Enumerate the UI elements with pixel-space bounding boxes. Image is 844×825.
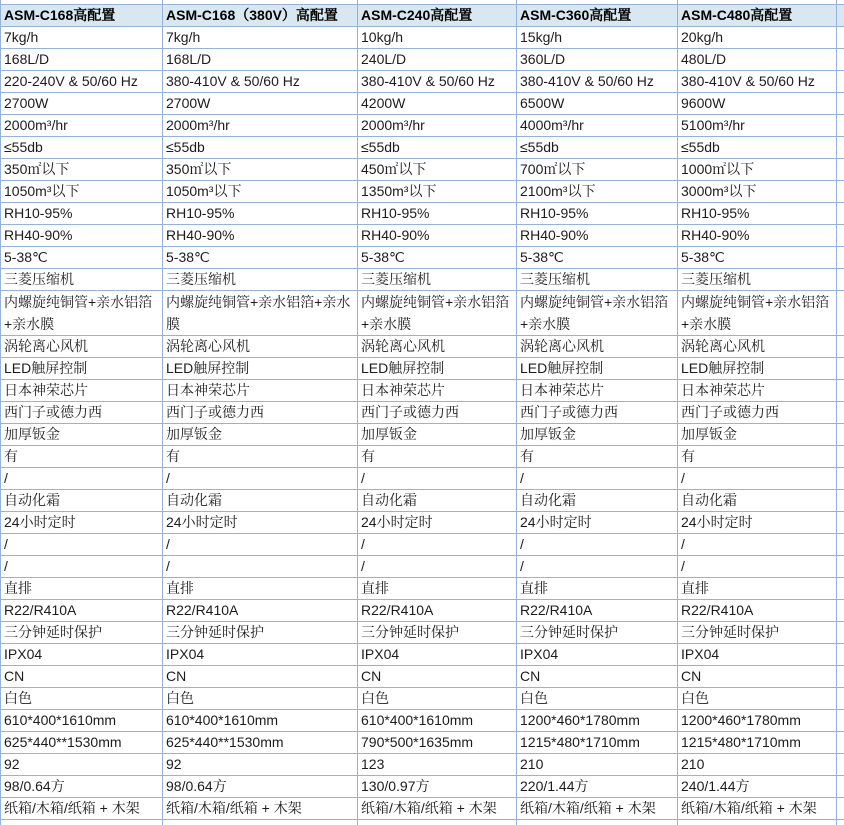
table-cell[interactable]: 自动化霜 [678, 489, 837, 511]
table-cell[interactable]: 三分钟延时保护 [163, 621, 358, 643]
header-row [1, 4, 844, 26]
table-cell[interactable]: 450㎡以下 [358, 158, 517, 180]
table-cell[interactable]: 自动化霜 [358, 489, 517, 511]
table-cell[interactable]: RH10-95% [1, 202, 163, 224]
grid-spacer-cell [678, 819, 837, 825]
table-cell[interactable]: RH10-95% [678, 202, 837, 224]
table-row [1, 423, 844, 445]
table-cell[interactable]: 700㎡以下 [517, 158, 678, 180]
table-cell-sliver[interactable] [837, 246, 844, 268]
table-cell[interactable]: IPX04 [358, 643, 517, 665]
table-row [1, 48, 844, 70]
table-cell[interactable]: 350㎡以下 [163, 158, 358, 180]
table-cell[interactable]: R22/R410A [678, 599, 837, 621]
table-cell[interactable]: 纸箱/木箱/纸箱 + 木架 [1, 797, 163, 819]
table-cell[interactable]: 380-410V & 50/60 Hz [678, 70, 837, 92]
column-header-sliver[interactable] [837, 4, 844, 26]
table-cell[interactable]: CN [678, 665, 837, 687]
table-row [1, 731, 844, 753]
table-row [1, 467, 844, 489]
table-cell[interactable]: 92 [163, 753, 358, 775]
table-cell[interactable]: 24小时定时 [517, 511, 678, 533]
table-cell[interactable]: 西门子或德力西 [678, 401, 837, 423]
table-cell[interactable]: 92 [1, 753, 163, 775]
table-row [1, 114, 844, 136]
table-cell[interactable]: 三菱压缩机 [517, 268, 678, 290]
table-cell[interactable]: 5-38℃ [1, 246, 163, 268]
table-cell[interactable]: ≤55db [1, 136, 163, 158]
grid-spacer-cell [1, 819, 163, 825]
table-cell[interactable]: / [163, 533, 358, 555]
table-cell[interactable]: CN [1, 665, 163, 687]
table-cell[interactable]: 加厚钣金 [358, 423, 517, 445]
table-cell[interactable]: 4000m³/hr [517, 114, 678, 136]
table-row [1, 533, 844, 555]
table-row [1, 224, 844, 246]
table-cell[interactable]: 纸箱/木箱/纸箱 + 木架 [358, 797, 517, 819]
table-cell[interactable]: LED触屏控制 [163, 357, 358, 379]
table-cell[interactable]: 240L/D [358, 48, 517, 70]
table-cell-sliver[interactable] [837, 70, 844, 92]
table-cell-sliver[interactable] [837, 48, 844, 70]
table-row [1, 445, 844, 467]
table-cell[interactable]: 涡轮离心风机 [678, 335, 837, 357]
table-cell-sliver[interactable] [837, 467, 844, 489]
table-cell[interactable]: / [517, 467, 678, 489]
table-cell[interactable]: / [1, 533, 163, 555]
table-cell[interactable]: 白色 [358, 687, 517, 709]
table-cell[interactable]: ≤55db [678, 136, 837, 158]
table-cell[interactable]: 240/1.44方 [678, 775, 837, 797]
table-cell-sliver[interactable] [837, 136, 844, 158]
table-cell[interactable]: LED触屏控制 [358, 357, 517, 379]
table-cell[interactable]: 5-38℃ [517, 246, 678, 268]
column-header-2[interactable]: ASM-C168（380V）高配置 [163, 4, 358, 26]
table-cell-sliver[interactable] [837, 92, 844, 114]
table-cell[interactable]: 24小时定时 [358, 511, 517, 533]
table-cell[interactable]: / [358, 555, 517, 577]
table-row [1, 511, 844, 533]
table-cell[interactable]: RH10-95% [517, 202, 678, 224]
table-cell[interactable]: 20kg/h [678, 26, 837, 48]
table-cell[interactable]: 1050m³以下 [1, 180, 163, 202]
table-cell-sliver[interactable] [837, 599, 844, 621]
table-cell[interactable]: 西门子或德力西 [1, 401, 163, 423]
table-cell[interactable]: 7kg/h [1, 26, 163, 48]
table-cell[interactable]: IPX04 [163, 643, 358, 665]
table-cell[interactable]: 1200*460*1780mm [517, 709, 678, 731]
table-cell[interactable]: 有 [1, 445, 163, 467]
table-cell[interactable]: 2000m³/hr [1, 114, 163, 136]
table-cell-sliver[interactable] [837, 753, 844, 775]
table-cell[interactable]: RH40-90% [358, 224, 517, 246]
table-cell[interactable]: 5-38℃ [358, 246, 517, 268]
table-cell[interactable]: 24小时定时 [163, 511, 358, 533]
table-cell[interactable]: R22/R410A [1, 599, 163, 621]
table-row [1, 599, 844, 621]
table-row [1, 92, 844, 114]
table-cell[interactable]: LED触屏控制 [517, 357, 678, 379]
table-cell[interactable]: 220/1.44方 [517, 775, 678, 797]
table-cell-sliver[interactable] [837, 621, 844, 643]
table-cell[interactable]: 三菱压缩机 [163, 268, 358, 290]
table-cell-sliver[interactable] [837, 775, 844, 797]
table-cell[interactable]: 内螺旋纯铜管+亲水铝箔+亲水膜 [678, 290, 837, 335]
table-row [1, 26, 844, 48]
table-cell[interactable]: 西门子或德力西 [163, 401, 358, 423]
table-cell[interactable]: ≤55db [358, 136, 517, 158]
table-cell[interactable]: 加厚钣金 [163, 423, 358, 445]
table-cell[interactable]: 直排 [163, 577, 358, 599]
table-cell[interactable]: 日本神荣芯片 [517, 379, 678, 401]
table-cell[interactable]: 9600W [678, 92, 837, 114]
table-cell[interactable]: 123 [358, 753, 517, 775]
spec-table-body [1, 26, 844, 825]
table-cell[interactable]: RH40-90% [163, 224, 358, 246]
table-cell-sliver[interactable] [837, 224, 844, 246]
table-cell[interactable]: 自动化霜 [163, 489, 358, 511]
table-cell[interactable]: 168L/D [1, 48, 163, 70]
table-cell[interactable]: 加厚钣金 [1, 423, 163, 445]
table-cell[interactable]: 有 [358, 445, 517, 467]
table-cell-sliver[interactable] [837, 290, 844, 335]
table-cell[interactable]: 4200W [358, 92, 517, 114]
table-cell[interactable]: 380-410V & 50/60 Hz [517, 70, 678, 92]
table-cell[interactable]: RH10-95% [358, 202, 517, 224]
table-cell[interactable]: 涡轮离心风机 [163, 335, 358, 357]
table-row [1, 70, 844, 92]
table-cell[interactable]: 纸箱/木箱/纸箱 + 木架 [163, 797, 358, 819]
table-cell[interactable]: 自动化霜 [517, 489, 678, 511]
table-cell[interactable]: / [517, 555, 678, 577]
table-row [1, 775, 844, 797]
table-cell[interactable]: 1350m³以下 [358, 180, 517, 202]
column-header-3[interactable]: ASM-C240高配置 [358, 4, 517, 26]
table-cell[interactable]: 日本神荣芯片 [678, 379, 837, 401]
table-cell[interactable]: R22/R410A [163, 599, 358, 621]
table-cell-sliver[interactable] [837, 709, 844, 731]
table-cell[interactable]: 360L/D [517, 48, 678, 70]
table-cell[interactable]: 610*400*1610mm [163, 709, 358, 731]
table-cell[interactable]: / [358, 467, 517, 489]
table-cell[interactable]: 15kg/h [517, 26, 678, 48]
table-cell[interactable]: 直排 [517, 577, 678, 599]
table-cell[interactable]: IPX04 [678, 643, 837, 665]
table-cell[interactable]: 有 [163, 445, 358, 467]
table-cell[interactable]: IPX04 [517, 643, 678, 665]
table-row [1, 335, 844, 357]
table-cell[interactable]: 480L/D [678, 48, 837, 70]
table-row [1, 687, 844, 709]
table-row [1, 290, 844, 335]
table-cell[interactable]: 纸箱/木箱/纸箱 + 木架 [517, 797, 678, 819]
table-cell[interactable]: 24小时定时 [1, 511, 163, 533]
table-cell[interactable]: 210 [517, 753, 678, 775]
table-cell[interactable]: 直排 [678, 577, 837, 599]
grid-spacer-cell [163, 819, 358, 825]
table-cell[interactable]: 白色 [163, 687, 358, 709]
table-cell[interactable]: 内螺旋纯铜管+亲水铝箔+亲水膜 [1, 290, 163, 335]
table-cell[interactable]: 白色 [1, 687, 163, 709]
table-cell[interactable]: 2000m³/hr [358, 114, 517, 136]
table-cell-sliver[interactable] [837, 643, 844, 665]
table-cell-sliver[interactable] [837, 489, 844, 511]
table-cell-sliver[interactable] [837, 687, 844, 709]
table-cell[interactable]: 日本神荣芯片 [163, 379, 358, 401]
table-cell[interactable]: LED触屏控制 [1, 357, 163, 379]
table-cell[interactable]: 涡轮离心风机 [517, 335, 678, 357]
table-cell-sliver[interactable] [837, 202, 844, 224]
table-cell[interactable]: CN [358, 665, 517, 687]
table-cell[interactable]: 西门子或德力西 [517, 401, 678, 423]
table-cell-sliver[interactable] [837, 401, 844, 423]
table-cell[interactable]: 210 [678, 753, 837, 775]
grid-spacer-cell [837, 819, 844, 825]
table-cell[interactable]: RH10-95% [163, 202, 358, 224]
table-cell[interactable]: 三分钟延时保护 [358, 621, 517, 643]
table-cell[interactable]: / [163, 467, 358, 489]
table-cell[interactable]: / [517, 533, 678, 555]
table-row [1, 401, 844, 423]
table-cell-sliver[interactable] [837, 268, 844, 290]
table-cell[interactable]: 三菱压缩机 [678, 268, 837, 290]
table-row [1, 268, 844, 290]
table-cell[interactable]: 直排 [358, 577, 517, 599]
table-row [1, 665, 844, 687]
table-cell[interactable]: 涡轮离心风机 [1, 335, 163, 357]
table-cell[interactable]: 内螺旋纯铜管+亲水铝箔+亲水膜 [517, 290, 678, 335]
table-cell[interactable]: 130/0.97方 [358, 775, 517, 797]
table-row [1, 621, 844, 643]
grid-spacer-bottom [1, 819, 844, 825]
table-cell-sliver[interactable] [837, 180, 844, 202]
table-row [1, 180, 844, 202]
table-cell-sliver[interactable] [837, 114, 844, 136]
column-header-4[interactable]: ASM-C360高配置 [517, 4, 678, 26]
spec-table-head [1, 0, 844, 26]
table-cell-sliver[interactable] [837, 335, 844, 357]
table-row [1, 379, 844, 401]
table-cell[interactable]: 5100m³/hr [678, 114, 837, 136]
table-cell[interactable]: 白色 [678, 687, 837, 709]
table-cell[interactable]: 168L/D [163, 48, 358, 70]
table-cell[interactable]: RH40-90% [517, 224, 678, 246]
table-cell[interactable]: 5-38℃ [163, 246, 358, 268]
table-cell[interactable]: / [678, 555, 837, 577]
table-cell[interactable]: 380-410V & 50/60 Hz [163, 70, 358, 92]
table-cell[interactable]: 790*500*1635mm [358, 731, 517, 753]
table-cell-sliver[interactable] [837, 26, 844, 48]
table-cell[interactable]: 625*440**1530mm [163, 731, 358, 753]
table-cell-sliver[interactable] [837, 577, 844, 599]
table-cell-sliver[interactable] [837, 511, 844, 533]
table-cell[interactable]: R22/R410A [358, 599, 517, 621]
table-cell-sliver[interactable] [837, 533, 844, 555]
table-cell[interactable]: 220-240V & 50/60 Hz [1, 70, 163, 92]
table-row [1, 202, 844, 224]
table-row [1, 709, 844, 731]
table-cell[interactable]: / [1, 467, 163, 489]
table-cell[interactable]: 自动化霜 [1, 489, 163, 511]
table-row [1, 577, 844, 599]
table-row [1, 555, 844, 577]
table-cell-sliver[interactable] [837, 423, 844, 445]
table-row [1, 158, 844, 180]
table-row [1, 489, 844, 511]
table-cell-sliver[interactable] [837, 357, 844, 379]
table-cell-sliver[interactable] [837, 665, 844, 687]
table-row [1, 246, 844, 268]
column-header-5[interactable]: ASM-C480高配置 [678, 4, 837, 26]
table-row [1, 797, 844, 819]
table-cell[interactable]: 98/0.64方 [163, 775, 358, 797]
table-cell[interactable]: 5-38℃ [678, 246, 837, 268]
table-cell[interactable]: 1050m³以下 [163, 180, 358, 202]
table-cell[interactable]: CN [517, 665, 678, 687]
table-cell[interactable]: RH40-90% [1, 224, 163, 246]
table-cell[interactable]: 1215*480*1710mm [678, 731, 837, 753]
table-row [1, 643, 844, 665]
table-cell[interactable]: / [358, 533, 517, 555]
table-cell[interactable]: / [678, 467, 837, 489]
table-cell[interactable]: 2000m³/hr [163, 114, 358, 136]
table-cell[interactable]: 610*400*1610mm [1, 709, 163, 731]
table-cell[interactable]: 日本神荣芯片 [1, 379, 163, 401]
table-cell[interactable]: R22/R410A [517, 599, 678, 621]
table-row [1, 753, 844, 775]
table-row [1, 136, 844, 158]
table-cell[interactable]: 内螺旋纯铜管+亲水铝箔+亲水膜 [358, 290, 517, 335]
table-cell[interactable]: / [678, 533, 837, 555]
table-cell[interactable]: 3000m³以下 [678, 180, 837, 202]
table-cell-sliver[interactable] [837, 158, 844, 180]
table-cell-sliver[interactable] [837, 731, 844, 753]
table-cell[interactable]: 涡轮离心风机 [358, 335, 517, 357]
table-cell[interactable]: / [163, 555, 358, 577]
table-cell[interactable]: 加厚钣金 [517, 423, 678, 445]
table-cell-sliver[interactable] [837, 379, 844, 401]
table-cell[interactable]: IPX04 [1, 643, 163, 665]
table-cell[interactable]: 7kg/h [163, 26, 358, 48]
table-cell[interactable]: 10kg/h [358, 26, 517, 48]
table-cell[interactable]: 380-410V & 50/60 Hz [358, 70, 517, 92]
table-cell[interactable]: 有 [517, 445, 678, 467]
grid-spacer-cell [517, 819, 678, 825]
table-cell[interactable]: LED触屏控制 [678, 357, 837, 379]
table-cell[interactable]: / [1, 555, 163, 577]
table-cell[interactable]: 350㎡以下 [1, 158, 163, 180]
table-cell[interactable]: 三分钟延时保护 [678, 621, 837, 643]
table-cell-sliver[interactable] [837, 445, 844, 467]
table-cell[interactable]: CN [163, 665, 358, 687]
table-cell[interactable]: 西门子或德力西 [358, 401, 517, 423]
table-cell[interactable]: 98/0.64方 [1, 775, 163, 797]
table-cell[interactable]: ≤55db [163, 136, 358, 158]
table-cell[interactable]: 6500W [517, 92, 678, 114]
table-cell-sliver[interactable] [837, 555, 844, 577]
table-cell[interactable]: 白色 [517, 687, 678, 709]
table-row [1, 357, 844, 379]
table-cell[interactable]: 日本神荣芯片 [358, 379, 517, 401]
table-cell[interactable]: 三分钟延时保护 [517, 621, 678, 643]
table-cell[interactable]: 有 [678, 445, 837, 467]
table-cell[interactable]: 2700W [163, 92, 358, 114]
table-cell[interactable]: 内螺旋纯铜管+亲水铝箔+亲水膜 [163, 290, 358, 335]
table-cell[interactable]: 三菱压缩机 [1, 268, 163, 290]
table-cell[interactable]: 2100m³以下 [517, 180, 678, 202]
table-cell[interactable]: 三分钟延时保护 [1, 621, 163, 643]
table-cell-sliver[interactable] [837, 797, 844, 819]
table-cell[interactable]: 2700W [1, 92, 163, 114]
table-cell[interactable]: RH40-90% [678, 224, 837, 246]
table-cell[interactable]: 纸箱/木箱/纸箱 + 木架 [678, 797, 837, 819]
table-cell[interactable]: 625*440**1530mm [1, 731, 163, 753]
grid-spacer-cell [358, 819, 517, 825]
table-cell[interactable]: 三菱压缩机 [358, 268, 517, 290]
table-cell[interactable]: 1215*480*1710mm [517, 731, 678, 753]
table-cell[interactable]: 1000㎡以下 [678, 158, 837, 180]
table-cell[interactable]: 直排 [1, 577, 163, 599]
table-cell[interactable]: 加厚钣金 [678, 423, 837, 445]
table-cell[interactable]: 24小时定时 [678, 511, 837, 533]
column-header-1[interactable]: ASM-C168高配置 [1, 4, 163, 26]
table-cell[interactable]: ≤55db [517, 136, 678, 158]
table-cell[interactable]: 1200*460*1780mm [678, 709, 837, 731]
table-cell[interactable]: 610*400*1610mm [358, 709, 517, 731]
